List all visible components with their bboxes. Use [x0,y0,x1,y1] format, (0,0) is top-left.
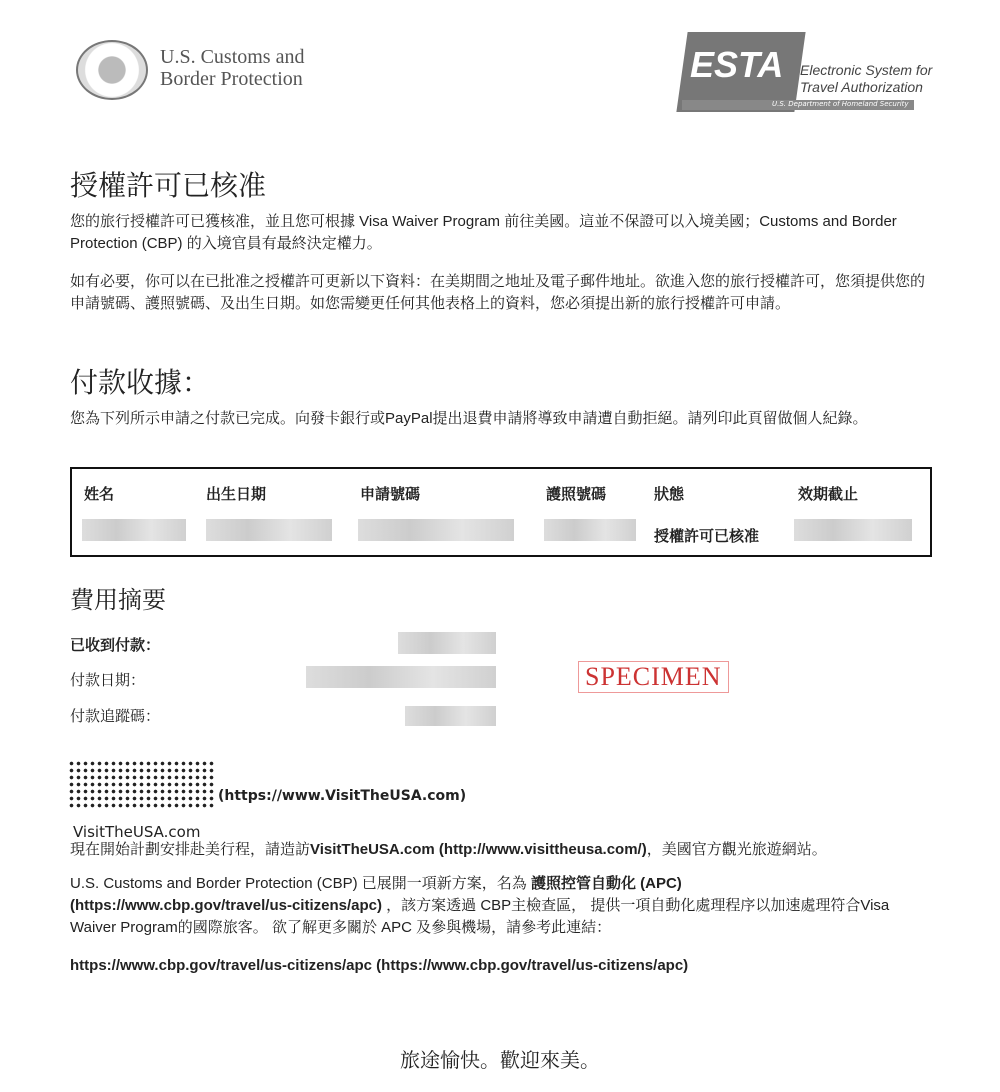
esta-dept: U.S. Department of Homeland Security [772,100,909,108]
redacted-dob [206,519,332,541]
visit-text-post: ，美國官方觀光旅遊網站。 [646,841,827,858]
col-dob: 出生日期 [206,485,267,503]
apc-name: 護照控管自動化 (APC) [530,875,682,892]
approval-para2: 如有必要，你可以在已批准之授權許可更新以下資料：在美期間之地址及電子郵件地址。欲進入您的旅行授權許可，您須提供您的申請號碼、護照號碼、及出生日期。如您需變更任何其他表格上的資料，您必須提出新的旅行授權許可申請。 [70,273,926,312]
cbp-logo-text [160,46,304,90]
payment-received-label: 已收到付款： [70,636,161,654]
esta-logo-text: ESTA [690,44,784,85]
apc-text1: U.S. Customs and Border Protection (CBP) 已展開一項新方案，名為 [70,875,531,892]
agency-line1: U.S. Customs and [160,46,305,68]
col-expiry: 效期截止 [798,485,859,503]
receipt-table [70,467,932,557]
apc-link-line[interactable]: https://www.cbp.gov/travel/us-citizens/apc (https://www.cbp.gov/travel/us-citizens/apc) [70,957,689,974]
approval-title: 授權許可已核准 [70,169,267,202]
visittheusa-link[interactable]: (https://www.VisitTheUSA.com) [218,788,467,804]
visit-link-bold[interactable]: VisitTheUSA.com (http://www.visittheusa.com/) [310,841,647,858]
status-value: 授權許可已核准 [654,527,760,545]
approval-para1: 您的旅行授權許可已獲核准，並且您可根據 Visa Waiver Program 前往美國。這並不保證可以入境美國；Customs and Border Protection (CBP) 的入境官員有最終決定權力。 [70,213,897,252]
redacted-passport-number [544,519,636,541]
col-passport-number: 護照號碼 [546,485,607,503]
col-name: 姓名 [84,485,115,503]
visittheusa-logo-icon [68,760,214,810]
esta-line2: Travel Authorization [800,79,923,95]
visit-text-pre: 現在開始計劃安排赴美行程，請造訪 [70,841,311,858]
fees-title: 費用摘要 [70,586,166,614]
agency-line2: Border Protection [160,68,303,90]
col-application-number: 申請號碼 [360,485,421,503]
redacted-payment-amount [398,632,496,654]
visittheusa-caption: VisitTheUSA.com [73,823,201,841]
closing-message: 旅途愉快。歡迎來美。 [400,1048,600,1072]
redacted-name [82,519,186,541]
redacted-application-number [358,519,514,541]
esta-subtitle [800,62,932,96]
col-status: 狀態 [654,485,685,503]
esta-line1: Electronic System for [800,62,933,78]
redacted-expiry [794,519,912,541]
receipt-para: 您為下列所示申請之付款已完成。向發卡銀行或PayPal提出退費申請將導致申請遭自動拒絕。請列印此頁留做個人紀錄。 [70,410,868,427]
dhs-seal-icon [76,40,148,100]
redacted-tracking-code [405,706,496,726]
specimen-watermark: SPECIMEN [578,661,729,693]
payment-date-label: 付款日期： [70,671,146,689]
apc-url-link[interactable]: (https://www.cbp.gov/travel/us-citizens/apc) [70,897,382,914]
apc-text2: ，該方案透過 CBP主檢查區， 提供一項自動化處理程序以加速處理符合Visa Waiver Program的國際旅客。 欲了解更多關於 APC 及參與機場，請參考此連結： [70,897,890,936]
apc-paragraph [70,873,930,939]
receipt-title: 付款收據： [70,366,211,399]
redacted-payment-date [306,666,496,688]
tracking-code-label: 付款追蹤碼： [70,707,161,725]
visit-text [70,839,930,861]
